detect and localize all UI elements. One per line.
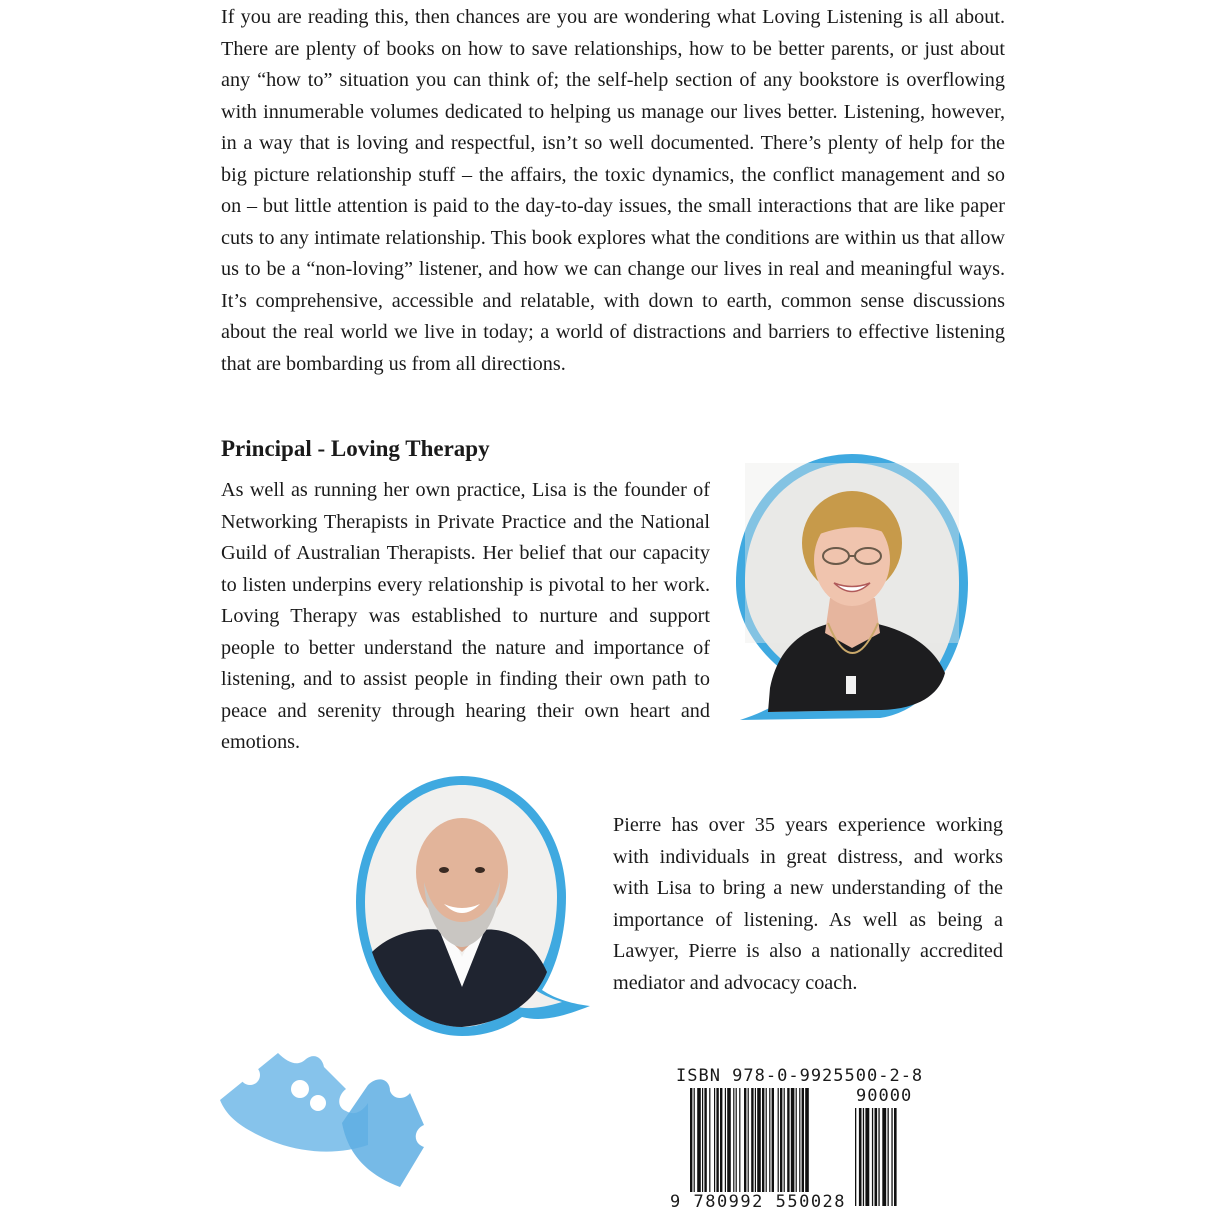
barcode-addon-code: 90000 <box>856 1086 913 1106</box>
barcode-addon-bar <box>882 1108 886 1206</box>
intro-paragraph: If you are reading this, then chances are you are wondering what Loving Listening is all about. There are plenty of books on how to save relationships, how to be better parents, or just about any “how to” situation you can think of; the self-help section of any bookstore is overflowing with innumerable volumes dedicated to helping us manage our lives better. Listening, however, in a way that is loving and respectful, isn’t so well documented. There’s plenty of help for the big picture relationship stuff – the affairs, the toxic dynamics, the conflict management and so on – but little attention is paid to the day-to-day issues, the small interactions that are like paper cuts to any intimate relationship. This book explores what the conditions are within us that allow us to be a “non-loving” listener, and how we can change our lives in real and meaningful ways. It’s comprehensive, accessible and relatable, with down to earth, common sense discussions about the real world we live in today; a world of distractions and barriers to effective listening that are bombarding us from all directions. <box>221 6 1005 375</box>
barcode-bar <box>714 1088 715 1206</box>
barcode-bar <box>769 1088 770 1206</box>
barcode-addon-bar <box>863 1108 864 1206</box>
barcode-bar <box>805 1088 809 1206</box>
barcode-bar <box>748 1088 749 1206</box>
puzzle-pieces-icon <box>218 1045 430 1195</box>
barcode-bar <box>702 1088 703 1206</box>
barcode-addon-bar <box>891 1108 892 1206</box>
barcode-bar <box>709 1088 710 1206</box>
pierre-portrait-bubble <box>352 772 592 1042</box>
barcode-addon-bar <box>865 1108 869 1206</box>
barcode-bar <box>802 1088 804 1206</box>
barcode-bar <box>772 1088 774 1206</box>
barcode-bar <box>694 1088 695 1206</box>
barcode-addon-bar <box>872 1108 873 1206</box>
barcode-bar <box>720 1088 722 1206</box>
barcode-bar <box>739 1088 740 1206</box>
barcode-bar <box>725 1088 726 1206</box>
barcode-bar <box>755 1088 756 1206</box>
barcode-bar <box>697 1088 701 1206</box>
barcode-addon-bar <box>855 1108 856 1206</box>
barcode-bar <box>727 1088 731 1206</box>
barcode-bar <box>799 1088 800 1206</box>
barcode-digits: 9 780992 550028 <box>670 1192 847 1212</box>
barcode-addon-bar <box>888 1108 889 1206</box>
barcode-bar <box>751 1088 753 1206</box>
isbn-barcode <box>670 1066 930 1214</box>
barcode-addon-bar <box>878 1108 879 1206</box>
barcode-bar <box>704 1088 706 1206</box>
barcode-bar <box>733 1088 734 1206</box>
barcode-bar <box>690 1088 692 1206</box>
barcode-bar <box>791 1088 795 1206</box>
barcode-bar <box>716 1088 718 1206</box>
barcode-addon-bar <box>875 1108 878 1206</box>
barcode-bar <box>762 1088 764 1206</box>
barcode-bar <box>787 1088 789 1206</box>
isbn-label: ISBN 978-0-9925500-2-8 <box>676 1066 924 1086</box>
lisa-portrait-bubble <box>730 448 975 728</box>
section-heading: Principal - Loving Therapy <box>221 436 490 461</box>
barcode-bar <box>736 1088 737 1206</box>
barcode-addon-bar <box>894 1108 897 1206</box>
pierre-bio: Pierre has over 35 years experience working with individuals in great distress, and works with Lisa to bring a new understanding of the importance of listening. As well as being a Lawyer, Pierre is also a nationally accredited mediator and advocacy coach. <box>613 814 1003 994</box>
barcode-addon-bar <box>859 1108 862 1206</box>
lisa-bio: As well as running her own practice, Lisa is the founder of Networking Therapists in Private Practice and the National Guild of Australian Therapists. Her belief that our capacity to listen underpins every relationship is pivotal to her work. Loving Therapy was established to nurture and support people to better understand the nature and importance of listening, and to assist people in finding their own path to peace and serenity through hearing their own heart and emotions. <box>221 479 710 753</box>
barcode-bar <box>784 1088 785 1206</box>
barcode-bar <box>778 1088 779 1206</box>
barcode-bar <box>744 1088 746 1206</box>
barcode-bar <box>796 1088 797 1206</box>
barcode-bar <box>780 1088 782 1206</box>
barcode-bar <box>757 1088 761 1206</box>
barcode-bar <box>766 1088 767 1206</box>
